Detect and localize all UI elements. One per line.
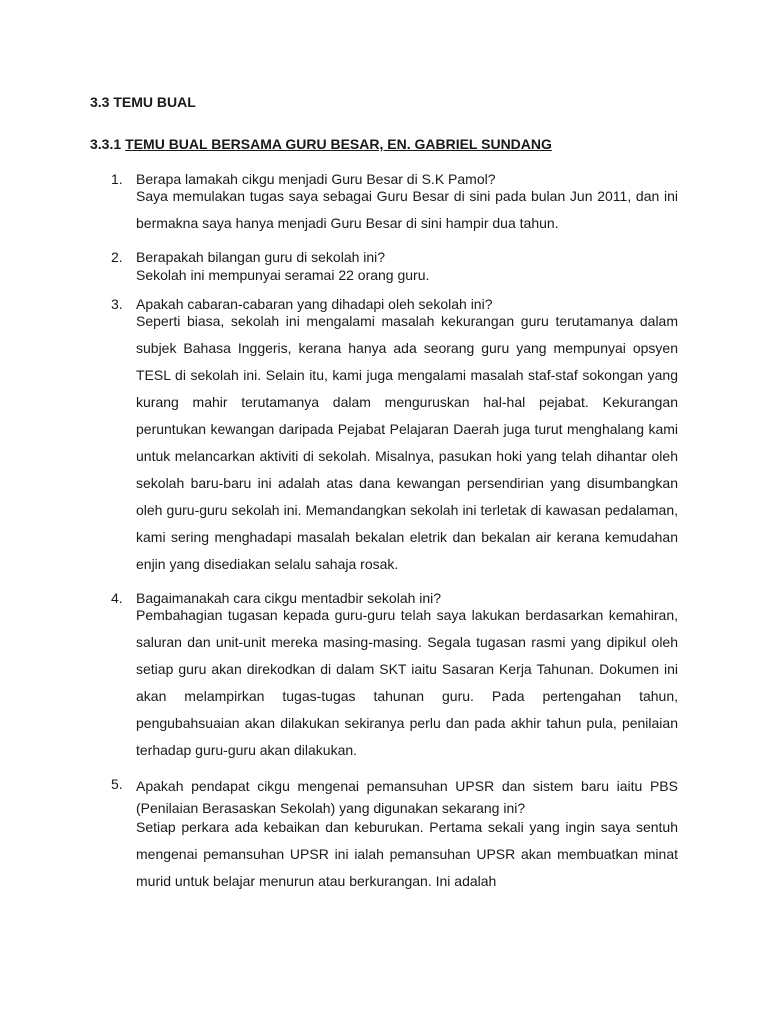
interview-item-3 bbox=[90, 295, 678, 578]
interview-list bbox=[90, 170, 678, 895]
section-heading bbox=[90, 92, 678, 112]
interview-answer: Seperti biasa, sekolah ini mengalami masalah kekurangan guru terutamanya dalam subjek Bahasa Inggeris, kerana hanya ada seorang guru yang mempunyai opsyen TESL di sekolah ini. Selain itu, kami juga mengalami masalah staf-staf sokongan yang kurang mahir terutamanya dalam menguruskan hal-hal pejabat. Kekurangan peruntukan kewangan daripada Pejabat Pelajaran Daerah juga turut menghalang kami untuk melancarkan aktiviti di sekolah. Misalnya, pasukan hoki yang telah dihantar oleh sekolah baru-baru ini adalah atas dana kewangan persendirian yang disumbangkan oleh guru-guru sekolah ini. Memandangkan sekolah ini terletak di kawasan pedalaman, kami sering menghadapi masalah bekalan eletrik dan bekalan air kerana kemudahan enjin yang disediakan selalu sahaja rosak. bbox=[136, 313, 678, 572]
interview-answer: Saya memulakan tugas saya sebagai Guru Besar di sini pada bulan Jun 2011, dan ini bermakna saya hanya menjadi Guru Besar di sini hampir dua tahun. bbox=[136, 188, 678, 231]
interview-answer: Sekolah ini mempunyai seramai 22 orang guru. bbox=[136, 267, 430, 283]
interview-item-5 bbox=[90, 775, 678, 895]
subsection-heading bbox=[90, 134, 678, 154]
item-number: 1. bbox=[111, 171, 123, 187]
subsection-title: TEMU BUAL BERSAMA GURU BESAR, EN. GABRIEL SUNDANG bbox=[125, 136, 552, 152]
interview-question: Apakah pendapat cikgu mengenai pemansuhan UPSR dan sistem baru iaitu PBS (Penilaian Berasaskan Sekolah) yang digunakan sekarang ini? bbox=[136, 778, 678, 816]
interview-item-1 bbox=[90, 170, 678, 237]
interview-question: Berapakah bilangan guru di sekolah ini? bbox=[136, 249, 386, 265]
interview-answer: Pembahagian tugasan kepada guru-guru telah saya lakukan berdasarkan kemahiran, saluran dan unit-unit mereka masing-masing. Segala tugasan rasmi yang dipikul oleh setiap guru akan direkodkan di dalam SKT iaitu Sasaran Kerja Tahunan. Dokumen ini akan melampirkan tugas-tugas tahunan guru. Pada pertengahan tahun, pengubahsuaian akan dilakukan sekiranya perlu dan pada akhir tahun pula, penilaian terhadap guru-guru akan dilakukan. bbox=[136, 607, 678, 758]
item-number: 5. bbox=[111, 776, 123, 792]
section-number: 3.3 bbox=[90, 94, 110, 110]
interview-question: Bagaimanakah cara cikgu mentadbir sekolah ini? bbox=[136, 590, 442, 606]
subsection-number: 3.3.1 bbox=[90, 136, 122, 152]
interview-item-4 bbox=[90, 589, 678, 764]
interview-item-2 bbox=[90, 248, 678, 284]
interview-question: Berapa lamakah cikgu menjadi Guru Besar di S.K Pamol? bbox=[136, 171, 496, 187]
item-number: 3. bbox=[111, 296, 123, 312]
interview-answer: Setiap perkara ada kebaikan dan keburukan. Pertama sekali yang ingin saya sentuh mengenai pemansuhan UPSR ini ialah pemansuhan UPSR akan membuatkan minat murid untuk belajar menurun atau berkurangan. Ini adalah bbox=[136, 819, 678, 889]
interview-question: Apakah cabaran-cabaran yang dihadapi oleh sekolah ini? bbox=[136, 296, 493, 312]
item-number: 2. bbox=[111, 249, 123, 265]
item-number: 4. bbox=[111, 590, 123, 606]
section-title: TEMU BUAL bbox=[113, 94, 196, 110]
